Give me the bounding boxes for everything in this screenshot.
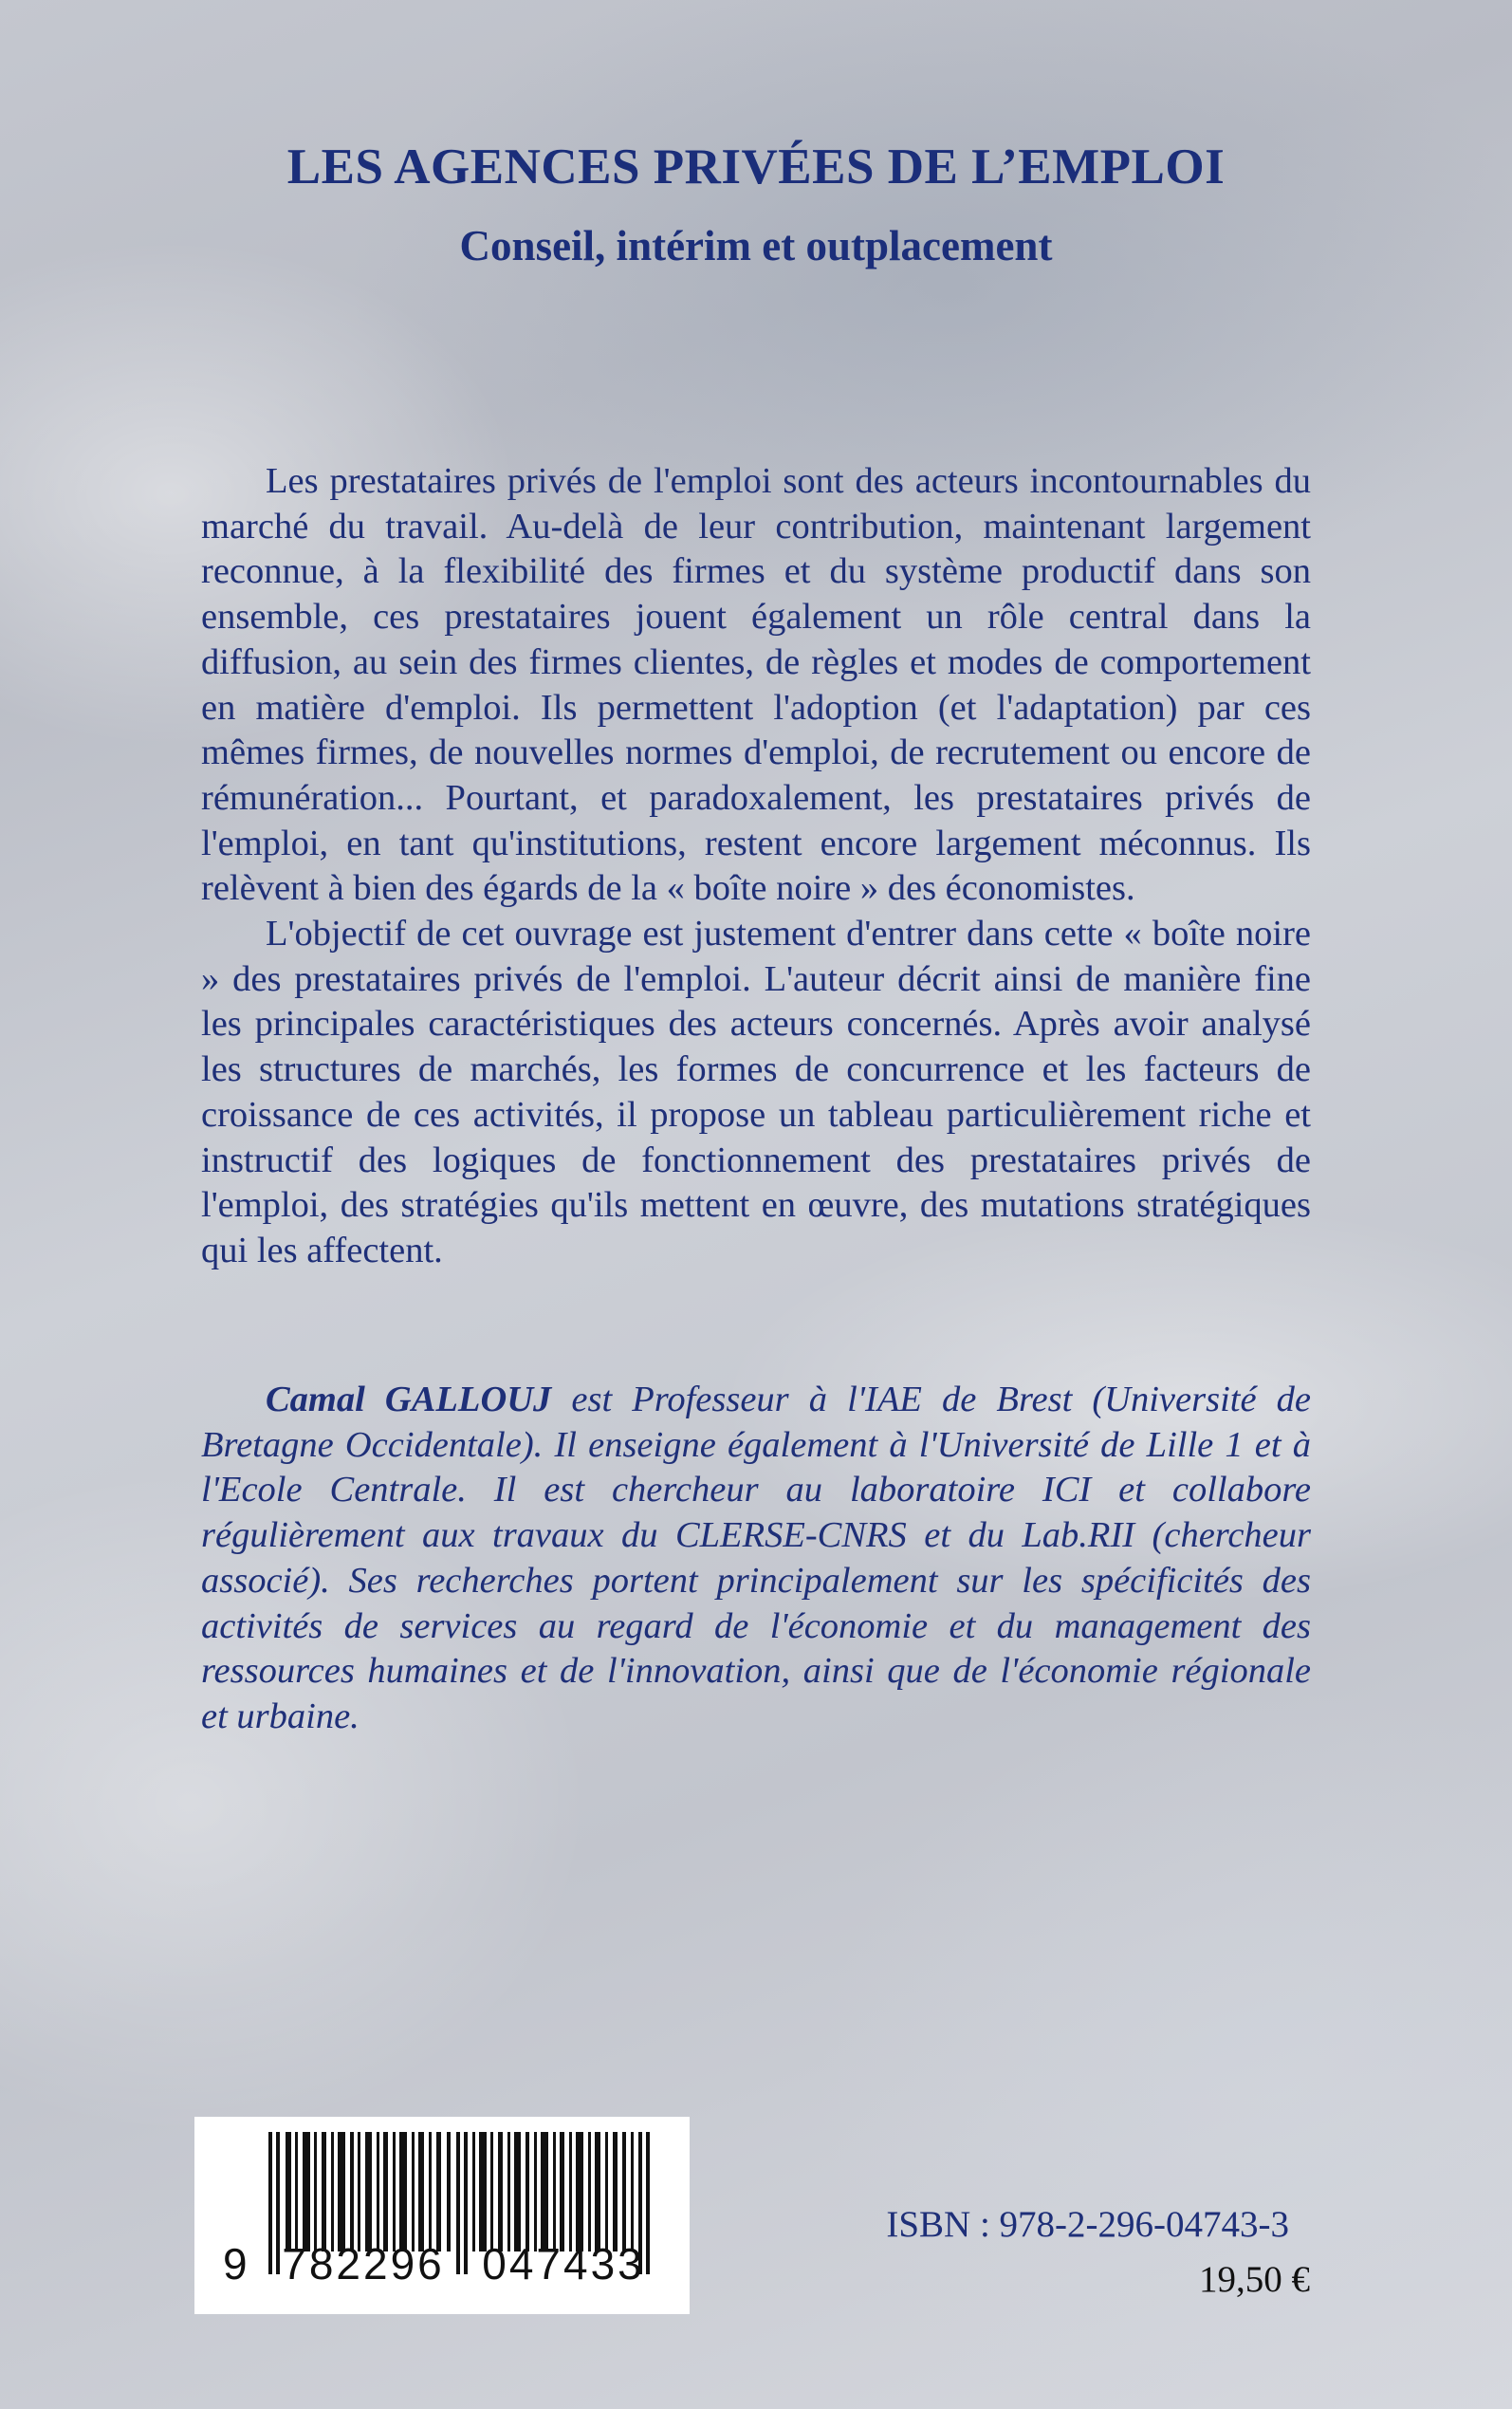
barcode-first-digit: 9 — [223, 2239, 248, 2289]
price: 19,50 € — [1199, 2259, 1310, 2300]
barcode-left-digits: 782296 — [282, 2239, 445, 2289]
author-bio-text: est Professeur à l'IAE de Brest (Université de Bretagne Occidentale). Il enseigne également à l'Université de Lille 1 et à l'Ecole Centrale. Il est chercheur au laboratoire ICI et collabore régulièrement aux travaux du CLERSE-CNRS et du Lab.RII (chercheur associé). Ses recherches portent principalement sur les spécificités des activités de services au regard de l'économie et du management des ressources humaines et de l'innovation, ainsi que de l'économie régionale et urbaine. — [201, 1380, 1311, 1736]
author-bio — [201, 1378, 1311, 1740]
summary-paragraph: Les prestataires privés de l'emploi sont des acteurs incontournables du marché du travail. Au-delà de leur contribution, maintenant largement reconnue, à la flexibilité des firmes et du système productif dans son ensemble, ces prestataires jouent également un rôle central dans la diffusion, au sein des firmes clientes, de règles et modes de comportement en matière d'emploi. Ils permettent l'adoption (et l'adaptation) par ces mêmes firmes, de nouvelles normes d'emploi, de recrutement ou encore de rémunération... Pourtant, et paradoxalement, les prestataires privés de l'emploi, en tant qu'institutions, restent encore largement méconnus. Ils relèvent à bien des égards de la « boîte noire » des économistes. — [201, 461, 1311, 909]
author-name: Camal GALLOUJ — [266, 1380, 552, 1419]
author-bio-paragraph — [201, 1378, 1311, 1740]
summary-paragraph: L'objectif de cet ouvrage est justement d'entrer dans cette « boîte noire » des prestataires privés de l'emploi. L'auteur décrit ainsi de manière fine les principales caractéristiques des acteurs concernés. Après avoir analysé les structures de marchés, les formes de concurrence et les facteurs de croissance de ces activités, il propose un tableau particulièrement riche et instructif des logiques de fonctionnement des prestataires privés de l'emploi, des stratégies qu'ils mettent en œuvre, des mutations stratégiques qui les affectent. — [201, 914, 1311, 1270]
summary-text — [201, 459, 1311, 1274]
barcode — [194, 2117, 690, 2314]
book-subtitle: Conseil, intérim et outplacement — [459, 222, 1053, 269]
barcode-right-digits: 047433 — [482, 2239, 645, 2289]
isbn: ISBN : 978-2-296-04743-3 — [886, 2204, 1289, 2245]
book-title: LES AGENCES PRIVÉES DE L’EMPLOI — [286, 139, 1226, 195]
